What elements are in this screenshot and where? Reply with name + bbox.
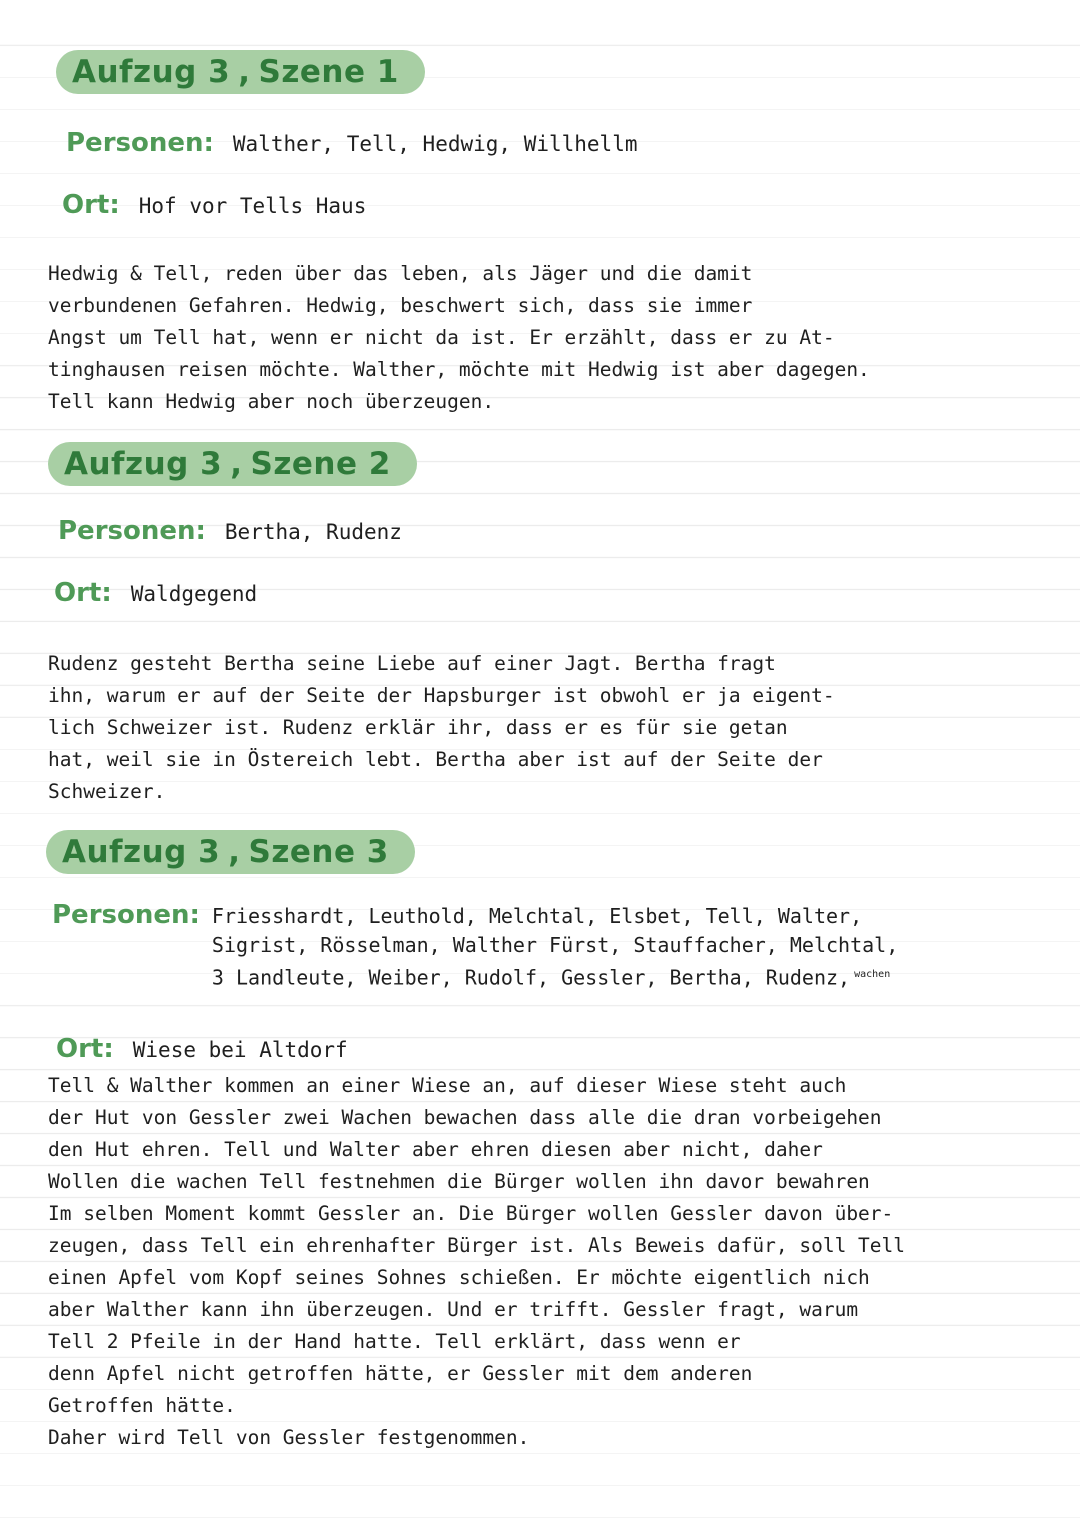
scene-1-summary: [48, 258, 1038, 418]
summary-line: hat, weil sie in Östereich lebt. Bertha aber ist auf der Seite der: [48, 748, 823, 771]
summary-line: verbundenen Gefahren. Hedwig, beschwert sich, dass sie immer: [48, 294, 753, 317]
scene-3-aufzug: Aufzug 3: [62, 834, 221, 870]
scene-2-ort-row: [54, 578, 257, 608]
personen-line: Sigrist, Rösselman, Walther Fürst, Stauffacher, Melchtal,: [211, 933, 899, 957]
scene-2-szene: Szene 2: [250, 446, 391, 482]
scene-2-aufzug: Aufzug 3: [64, 446, 223, 482]
scene-1-ort-row: [62, 190, 366, 220]
scene-2-personen-label: Personen:: [58, 516, 206, 546]
personen-line: 3 Landleute, Weiber, Rudolf, Gessler, Bertha, Rudenz,: [211, 965, 851, 990]
summary-line: tinghausen reisen möchte. Walther, möchte mit Hedwig ist aber dagegen.: [48, 358, 870, 381]
scene-1-ort-label: Ort:: [62, 190, 120, 220]
scene-2-personen: Bertha, Rudenz: [224, 520, 402, 544]
personen-extra: wachen: [854, 969, 891, 980]
scene-1-personen: Walther, Tell, Hedwig, Willhellm: [232, 132, 638, 156]
scene-3-personen-label: Personen:: [52, 900, 200, 930]
scene-3-szene: Szene 3: [248, 834, 389, 870]
summary-line: Tell kann Hedwig aber noch überzeugen.: [48, 390, 495, 413]
scene-2-heading: Aufzug 3 , Szene 2: [48, 442, 417, 486]
scene-2-summary: [48, 648, 1038, 808]
summary-line: Daher wird Tell von Gessler festgenommen.: [48, 1426, 530, 1449]
scene-3-ort-row: [56, 1034, 348, 1064]
summary-line: Tell & Walther kommen an einer Wiese an, auf dieser Wiese steht auch: [48, 1074, 847, 1097]
summary-line: denn Apfel nicht getroffen hätte, er Gessler mit dem anderen: [48, 1362, 753, 1385]
scene-1-szene: Szene 1: [258, 54, 399, 90]
scene-3-ort: Wiese bei Altdorf: [132, 1038, 348, 1062]
summary-line: den Hut ehren. Tell und Walter aber ehren diesen aber nicht, daher: [48, 1138, 823, 1161]
summary-line: lich Schweizer ist. Rudenz erklär ihr, dass er es für sie getan: [48, 716, 788, 739]
scene-2-personen-row: [58, 516, 402, 546]
scene-3-summary: [48, 1070, 1038, 1454]
summary-line: ihn, warum er auf der Seite der Hapsburger ist obwohl er ja eigent-: [48, 684, 835, 707]
summary-line: Rudenz gesteht Bertha seine Liebe auf einer Jagt. Bertha fragt: [48, 652, 776, 675]
summary-line: Im selben Moment kommt Gessler an. Die Bürger wollen Gessler davon über-: [48, 1202, 894, 1225]
summary-line: Hedwig & Tell, reden über das leben, als Jäger und die damit: [48, 262, 753, 285]
scene-1-ort: Hof vor Tells Haus: [138, 194, 367, 218]
summary-line: Wollen die wachen Tell festnehmen die Bürger wollen ihn davor bewahren: [48, 1170, 870, 1193]
personen-line-3: [212, 960, 898, 993]
scene-3-personen-list: [212, 902, 898, 993]
summary-line: aber Walther kann ihn überzeugen. Und er trifft. Gessler fragt, warum: [48, 1298, 859, 1321]
personen-line: Friesshardt, Leuthold, Melchtal, Elsbet, Tell, Walter,: [211, 904, 863, 928]
scene-1-aufzug: Aufzug 3: [72, 54, 231, 90]
summary-line: Getroffen hätte.: [48, 1394, 236, 1417]
scene-3-personen-row: [52, 900, 898, 993]
scene-1-personen-label: Personen:: [66, 128, 214, 158]
summary-line: Schweizer.: [48, 780, 166, 803]
scene-2-ort-label: Ort:: [54, 578, 112, 608]
scene-1-personen-row: [66, 128, 637, 158]
summary-line: einen Apfel vom Kopf seines Sohnes schießen. Er möchte eigentlich nich: [48, 1266, 870, 1289]
summary-line: Tell 2 Pfeile in der Hand hatte. Tell erklärt, dass wenn er: [48, 1330, 741, 1353]
scene-3-ort-label: Ort:: [56, 1034, 114, 1064]
summary-line: zeugen, dass Tell ein ehrenhafter Bürger ist. Als Beweis dafür, soll Tell: [48, 1234, 906, 1257]
summary-line: der Hut von Gessler zwei Wachen bewachen dass alle die dran vorbeigehen: [48, 1106, 882, 1129]
scene-3-heading: Aufzug 3 , Szene 3: [46, 830, 415, 874]
scene-1-heading: Aufzug 3 , Szene 1: [56, 50, 425, 94]
summary-line: Angst um Tell hat, wenn er nicht da ist. Er erzählt, dass er zu At-: [48, 326, 835, 349]
scene-2-ort: Waldgegend: [130, 582, 258, 606]
